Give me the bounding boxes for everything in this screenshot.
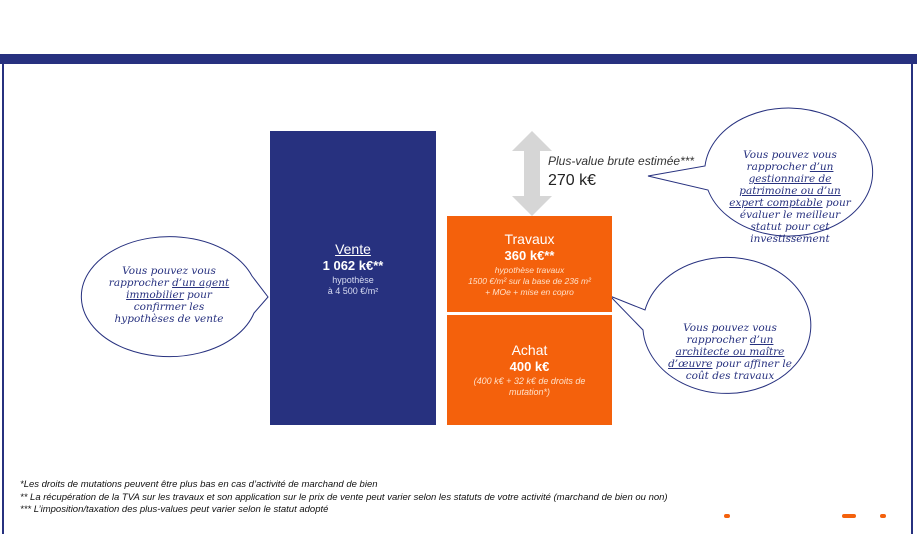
travaux-note-2: 1500 €/m² sur la base de 236 m²	[468, 276, 591, 286]
bubble-bottom-line: pour affiner le	[712, 358, 792, 370]
bubble-bottom-text	[660, 322, 800, 382]
vente-value: 1 062 k€**	[322, 258, 384, 273]
vente-title: Vente	[335, 241, 371, 257]
bubble-left-line: pour	[183, 289, 212, 301]
travaux-box	[447, 216, 612, 312]
bubble-top-line: pour	[822, 197, 851, 209]
maitre-oeuvre-link[interactable]: d’œuvre	[668, 358, 713, 370]
double-arrow-icon	[512, 131, 552, 216]
bubble-top-line: statut pour cet	[750, 221, 830, 233]
bubble-bottom-line: coût des travaux	[685, 370, 775, 382]
footnotes	[20, 479, 668, 517]
bubble-bottom-line: rapprocher	[686, 334, 750, 346]
travaux-note-3: + MOe + mise en copro	[485, 287, 574, 297]
bubble-left-text	[100, 265, 238, 325]
vente-note-1: hypothèse	[332, 275, 374, 285]
expert-comptable-link[interactable]: expert comptable	[729, 197, 823, 209]
achat-value: 400 k€	[509, 359, 550, 374]
vente-note-2: à 4 500 €/m²	[327, 286, 379, 296]
agent-immobilier-link-2[interactable]: immobilier	[126, 289, 184, 301]
plusvalue-label: Plus-value brute estimée***	[548, 154, 695, 168]
bubble-left-line: confirmer les	[133, 301, 205, 313]
architecte-link-2[interactable]: architecte ou maître	[675, 346, 785, 358]
travaux-title: Travaux	[504, 231, 555, 247]
decor-dot-icon	[724, 514, 730, 518]
architecte-link[interactable]: d’un	[749, 334, 774, 346]
bubble-bottom-line: Vous pouvez vous	[683, 322, 777, 334]
travaux-note-1: hypothèse travaux	[494, 265, 565, 275]
bubble-top-text	[722, 149, 858, 245]
travaux-value: 360 k€**	[504, 248, 555, 263]
decor-dash-icon	[842, 514, 856, 518]
gestionnaire-link-2[interactable]: gestionnaire de	[748, 173, 832, 185]
footnote-3: *** L’imposition/taxation des plus-values peut varier selon le statut adopté	[20, 504, 329, 515]
decor-dot-icon	[880, 514, 886, 518]
achat-title: Achat	[511, 342, 548, 358]
bubble-top-line: rapprocher	[746, 161, 810, 173]
footnote-1: *Les droits de mutations peuvent être plus bas en cas d’activité de marchand de bien	[20, 479, 378, 490]
bubble-left-line: hypothèses de vente	[114, 313, 224, 325]
vente-box	[270, 131, 436, 425]
bubble-top-line: Vous pouvez vous	[743, 149, 837, 161]
bubble-top-line: évaluer le meilleur	[739, 209, 841, 221]
gestionnaire-link[interactable]: d’un	[809, 161, 834, 173]
footnote-2: ** La récupération de la TVA sur les travaux et son application sur le prix de vente peut varier selon les statuts de votre activité (marchand de bien ou non)	[20, 491, 668, 503]
gestionnaire-link-3[interactable]: patrimoine ou d’un	[739, 185, 841, 197]
bubble-left-line: rapprocher	[108, 277, 173, 289]
bubble-top-line: investissement	[750, 233, 830, 245]
bubble-left-line: Vous pouvez vous	[122, 265, 216, 277]
achat-box	[447, 315, 612, 425]
plusvalue-value: 270 k€	[548, 172, 597, 189]
agent-immobilier-link[interactable]: d’un agent	[172, 277, 230, 289]
achat-note: (400 k€ + 32 k€ de droits de mutation*)	[473, 376, 586, 397]
